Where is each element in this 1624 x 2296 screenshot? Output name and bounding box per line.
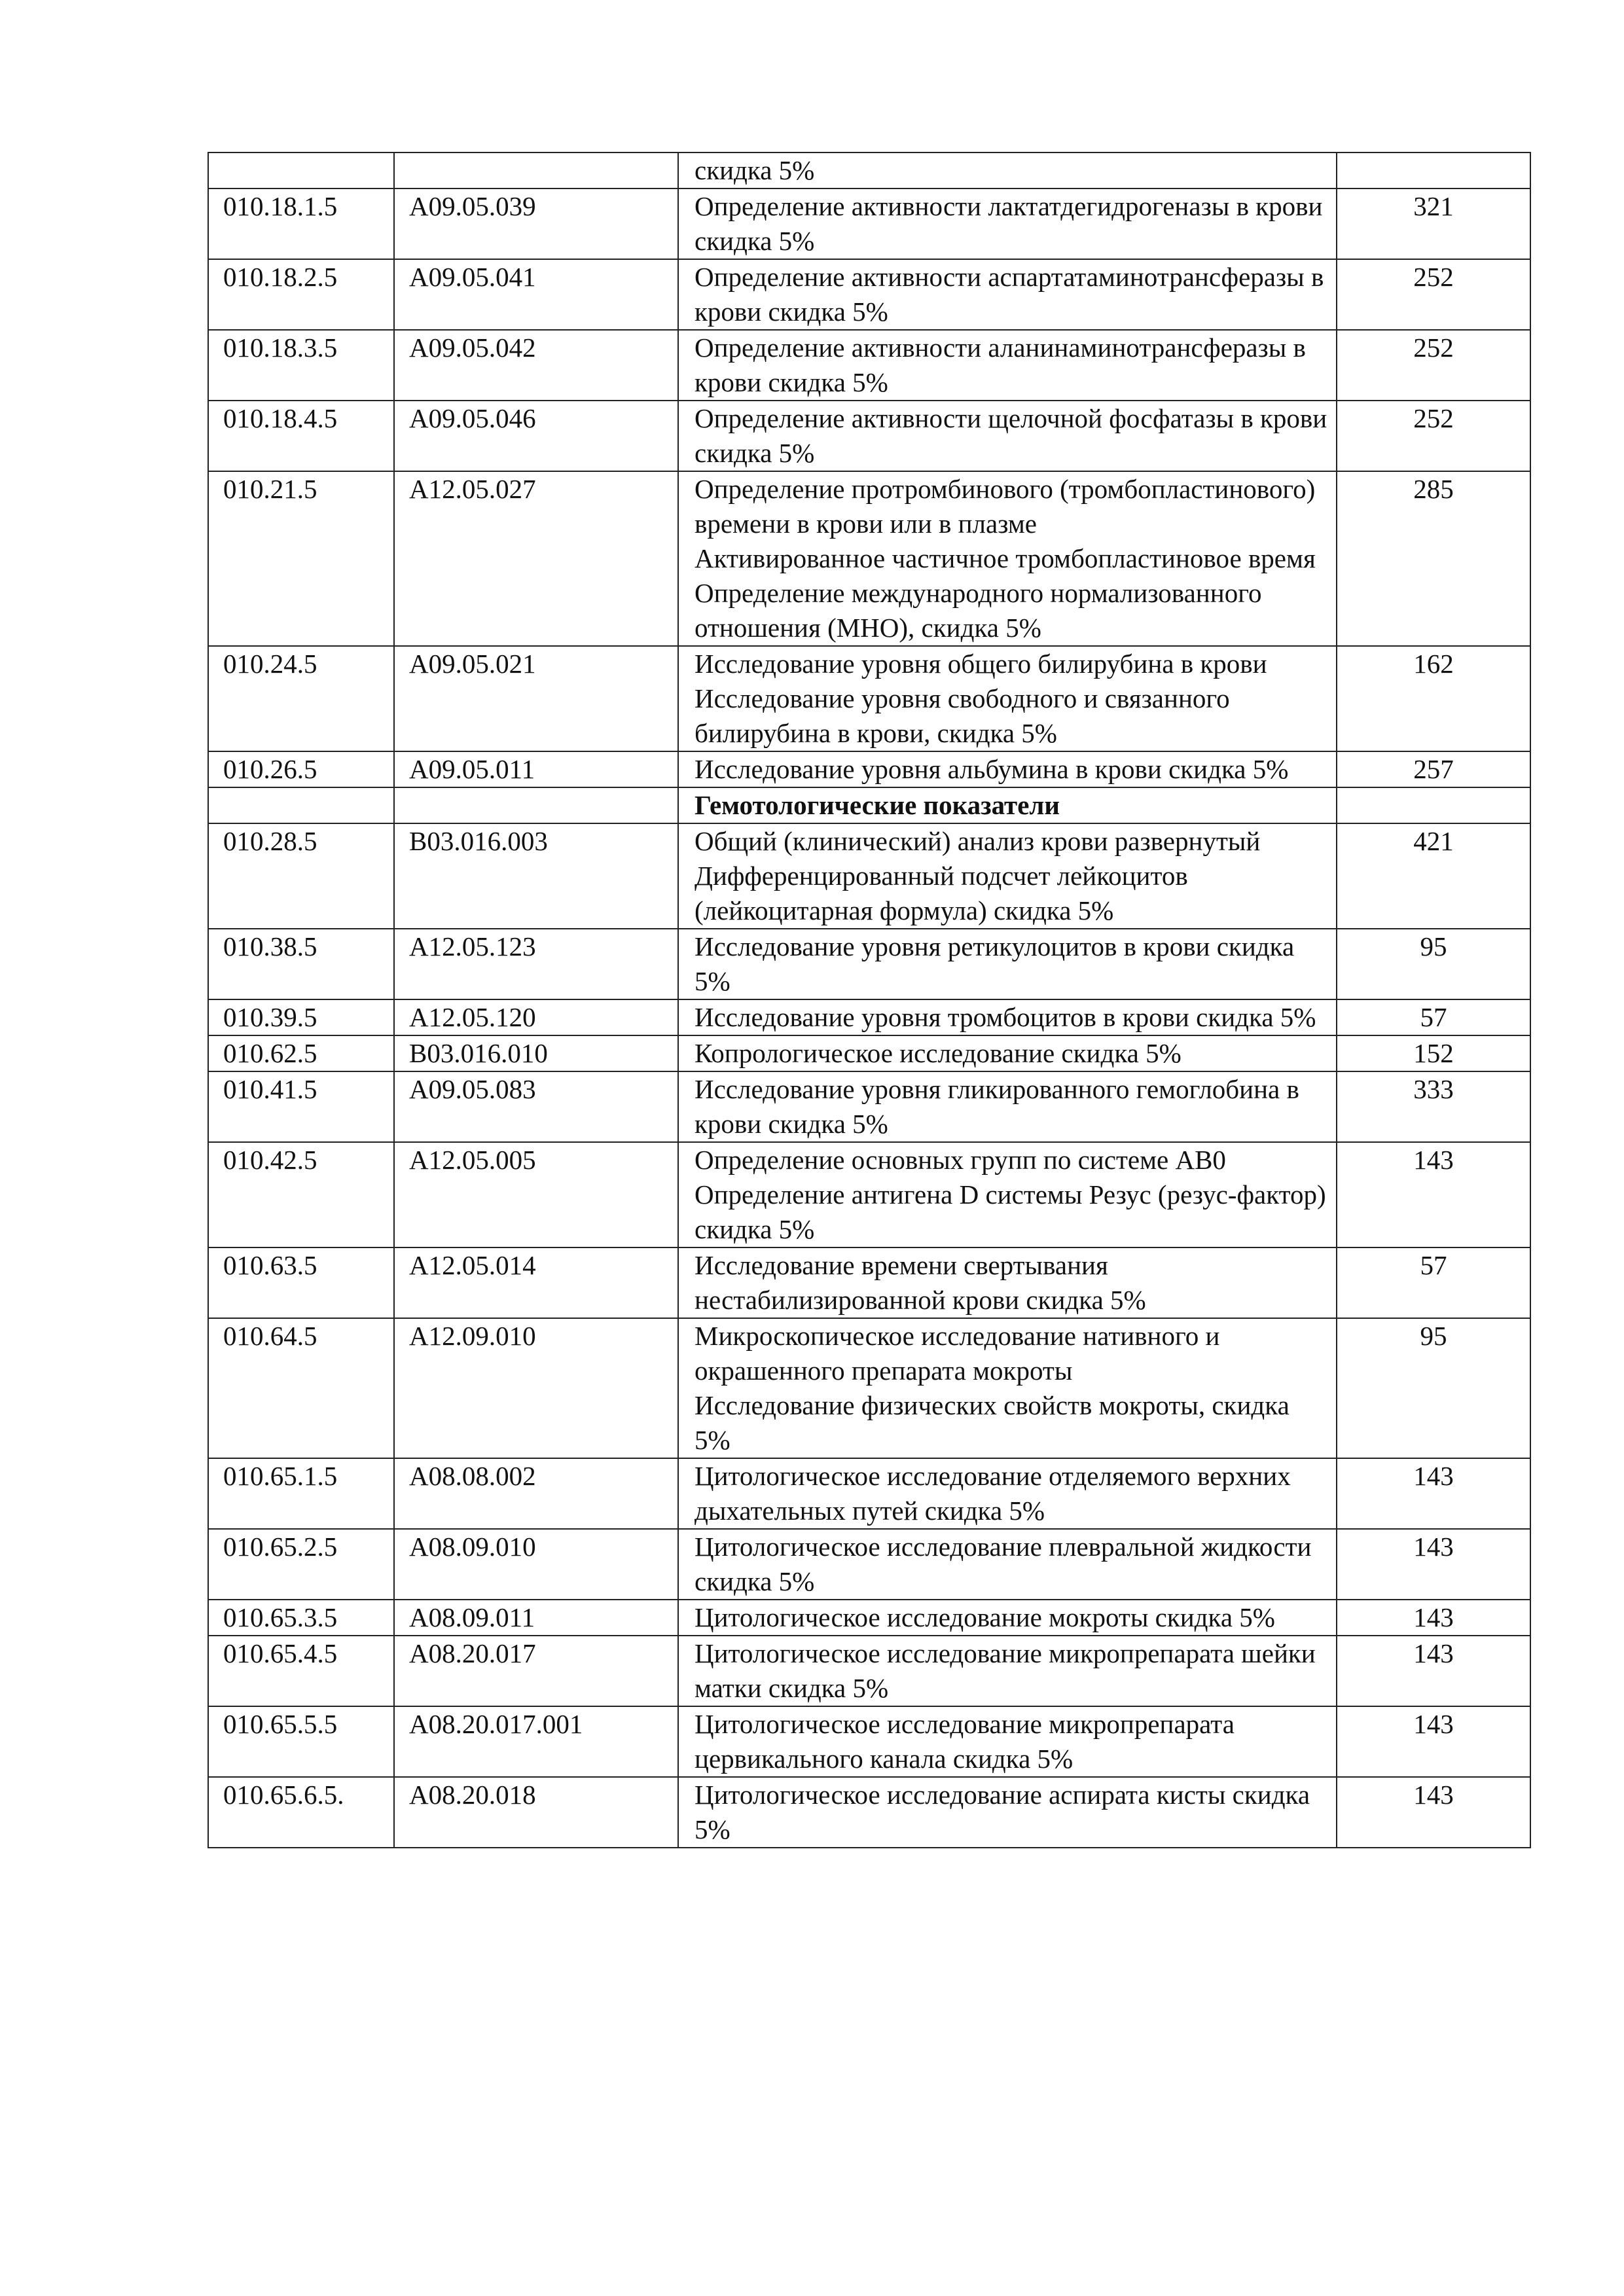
table-row (208, 259, 1530, 330)
row-code-cell: 010.26.5 (208, 751, 394, 787)
row-service-name-cell: Цитологическое исследование микропрепарата цервикального канала скидка 5% (678, 1706, 1337, 1777)
row-price-cell (1337, 787, 1530, 823)
row-code-cell: 010.21.5 (208, 471, 394, 646)
table-row (208, 330, 1530, 401)
row-service-code-cell: A12.05.027 (394, 471, 678, 646)
row-price-cell: 143 (1337, 1706, 1530, 1777)
row-code-cell: 010.64.5 (208, 1318, 394, 1458)
table-row (208, 999, 1530, 1035)
row-service-name-cell: Микроскопическое исследование нативного и окрашенного препарата мокроты Исследование физических свойств мокроты, скидка 5% (678, 1318, 1337, 1458)
row-service-name-cell: Исследование уровня общего билирубина в крови Исследование уровня свободного и связанного билирубина в крови, скидка 5% (678, 646, 1337, 751)
row-code-cell: 010.41.5 (208, 1071, 394, 1142)
price-list-table (208, 152, 1531, 1848)
row-code-cell: 010.24.5 (208, 646, 394, 751)
row-service-code-cell: A08.08.002 (394, 1458, 678, 1529)
row-code-cell: 010.18.3.5 (208, 330, 394, 401)
row-service-code-cell: B03.016.010 (394, 1035, 678, 1071)
row-service-name-cell: Определение основных групп по системе AB0 Определение антигена D системы Резус (резус-фактор) скидка 5% (678, 1142, 1337, 1247)
section-header-row (208, 787, 1530, 823)
table-row (208, 1318, 1530, 1458)
row-price-cell (1337, 152, 1530, 188)
row-price-cell: 143 (1337, 1529, 1530, 1600)
table-row (208, 1636, 1530, 1706)
table-row (208, 1777, 1530, 1848)
table-row (208, 1458, 1530, 1529)
row-service-code-cell: A09.05.011 (394, 751, 678, 787)
row-service-code-cell: A12.05.123 (394, 929, 678, 999)
row-code-cell: 010.39.5 (208, 999, 394, 1035)
row-price-cell: 143 (1337, 1777, 1530, 1848)
section-title: Гемотологические показатели (678, 787, 1337, 823)
row-service-code-cell: A08.20.017.001 (394, 1706, 678, 1777)
table-row (208, 471, 1530, 646)
row-service-name-cell: Цитологическое исследование микропрепарата шейки матки скидка 5% (678, 1636, 1337, 1706)
row-service-code-cell: A08.09.011 (394, 1600, 678, 1636)
row-price-cell: 252 (1337, 401, 1530, 471)
row-code-cell (208, 152, 394, 188)
table-row (208, 646, 1530, 751)
row-price-cell: 152 (1337, 1035, 1530, 1071)
row-service-name-cell: Исследование времени свертывания нестабилизированной крови скидка 5% (678, 1247, 1337, 1318)
row-code-cell (208, 787, 394, 823)
row-price-cell: 143 (1337, 1636, 1530, 1706)
table-row (208, 1142, 1530, 1247)
row-code-cell: 010.28.5 (208, 823, 394, 929)
row-service-code-cell: A08.20.018 (394, 1777, 678, 1848)
row-service-name-cell: Цитологическое исследование плевральной жидкости скидка 5% (678, 1529, 1337, 1600)
row-price-cell: 57 (1337, 999, 1530, 1035)
table-row (208, 1600, 1530, 1636)
row-service-name-cell: Копрологическое исследование скидка 5% (678, 1035, 1337, 1071)
row-service-name-cell: Исследование уровня гликированного гемоглобина в крови скидка 5% (678, 1071, 1337, 1142)
row-service-name-cell: Исследование уровня тромбоцитов в крови скидка 5% (678, 999, 1337, 1035)
row-code-cell: 010.62.5 (208, 1035, 394, 1071)
row-service-code-cell: A09.05.083 (394, 1071, 678, 1142)
row-price-cell: 162 (1337, 646, 1530, 751)
row-price-cell: 333 (1337, 1071, 1530, 1142)
row-service-name-cell: Определение активности лактатдегидрогеназы в крови скидка 5% (678, 188, 1337, 259)
row-service-name-cell: Общий (клинический) анализ крови развернутый Дифференцированный подсчет лейкоцитов (лейкоцитарная формула) скидка 5% (678, 823, 1337, 929)
row-service-name-cell: Определение активности аланинаминотрансферазы в крови скидка 5% (678, 330, 1337, 401)
row-service-name-cell: Определение протромбинового (тромбопластинового) времени в крови или в плазме Активированное частичное тромбопластиновое время Определение международного нормализованного отношения (МНО), скидка 5% (678, 471, 1337, 646)
row-service-name-cell: Определение активности аспартатаминотрансферазы в крови скидка 5% (678, 259, 1337, 330)
row-code-cell: 010.65.4.5 (208, 1636, 394, 1706)
row-service-name-cell: Цитологическое исследование аспирата кисты скидка 5% (678, 1777, 1337, 1848)
row-service-code-cell: A08.20.017 (394, 1636, 678, 1706)
table-row (208, 1706, 1530, 1777)
row-code-cell: 010.65.1.5 (208, 1458, 394, 1529)
row-price-cell: 95 (1337, 1318, 1530, 1458)
table-row (208, 1071, 1530, 1142)
row-price-cell: 421 (1337, 823, 1530, 929)
row-code-cell: 010.18.4.5 (208, 401, 394, 471)
row-price-cell: 252 (1337, 330, 1530, 401)
row-service-name-cell: Цитологическое исследование мокроты скидка 5% (678, 1600, 1337, 1636)
row-price-cell: 95 (1337, 929, 1530, 999)
row-service-code-cell: A08.09.010 (394, 1529, 678, 1600)
row-service-name-cell: Исследование уровня альбумина в крови скидка 5% (678, 751, 1337, 787)
row-service-code-cell: A12.05.120 (394, 999, 678, 1035)
table-row (208, 823, 1530, 929)
row-price-cell: 257 (1337, 751, 1530, 787)
row-service-code-cell: A09.05.042 (394, 330, 678, 401)
row-service-code-cell: A12.05.005 (394, 1142, 678, 1247)
table-row (208, 401, 1530, 471)
row-price-cell: 143 (1337, 1600, 1530, 1636)
table-row (208, 152, 1530, 188)
row-service-name-cell: скидка 5% (678, 152, 1337, 188)
table-row (208, 1247, 1530, 1318)
row-service-code-cell: A09.05.046 (394, 401, 678, 471)
row-service-code-cell (394, 152, 678, 188)
row-service-code-cell: A12.09.010 (394, 1318, 678, 1458)
price-list-body (208, 152, 1530, 1848)
row-code-cell: 010.42.5 (208, 1142, 394, 1247)
row-code-cell: 010.18.2.5 (208, 259, 394, 330)
row-code-cell: 010.65.5.5 (208, 1706, 394, 1777)
table-row (208, 1529, 1530, 1600)
table-row (208, 929, 1530, 999)
table-row (208, 1035, 1530, 1071)
row-service-code-cell: A09.05.041 (394, 259, 678, 330)
row-code-cell: 010.65.2.5 (208, 1529, 394, 1600)
row-service-name-cell: Цитологическое исследование отделяемого верхних дыхательных путей скидка 5% (678, 1458, 1337, 1529)
row-service-code-cell: A12.05.014 (394, 1247, 678, 1318)
row-service-name-cell: Исследование уровня ретикулоцитов в крови скидка 5% (678, 929, 1337, 999)
row-price-cell: 252 (1337, 259, 1530, 330)
row-price-cell: 285 (1337, 471, 1530, 646)
row-service-code-cell: B03.016.003 (394, 823, 678, 929)
row-code-cell: 010.63.5 (208, 1247, 394, 1318)
row-price-cell: 143 (1337, 1142, 1530, 1247)
row-code-cell: 010.65.6.5. (208, 1777, 394, 1848)
row-code-cell: 010.65.3.5 (208, 1600, 394, 1636)
row-service-code-cell (394, 787, 678, 823)
row-price-cell: 321 (1337, 188, 1530, 259)
row-service-name-cell: Определение активности щелочной фосфатазы в крови скидка 5% (678, 401, 1337, 471)
row-service-code-cell: A09.05.021 (394, 646, 678, 751)
row-code-cell: 010.38.5 (208, 929, 394, 999)
row-code-cell: 010.18.1.5 (208, 188, 394, 259)
table-row (208, 751, 1530, 787)
row-price-cell: 143 (1337, 1458, 1530, 1529)
row-price-cell: 57 (1337, 1247, 1530, 1318)
table-row (208, 188, 1530, 259)
row-service-code-cell: A09.05.039 (394, 188, 678, 259)
